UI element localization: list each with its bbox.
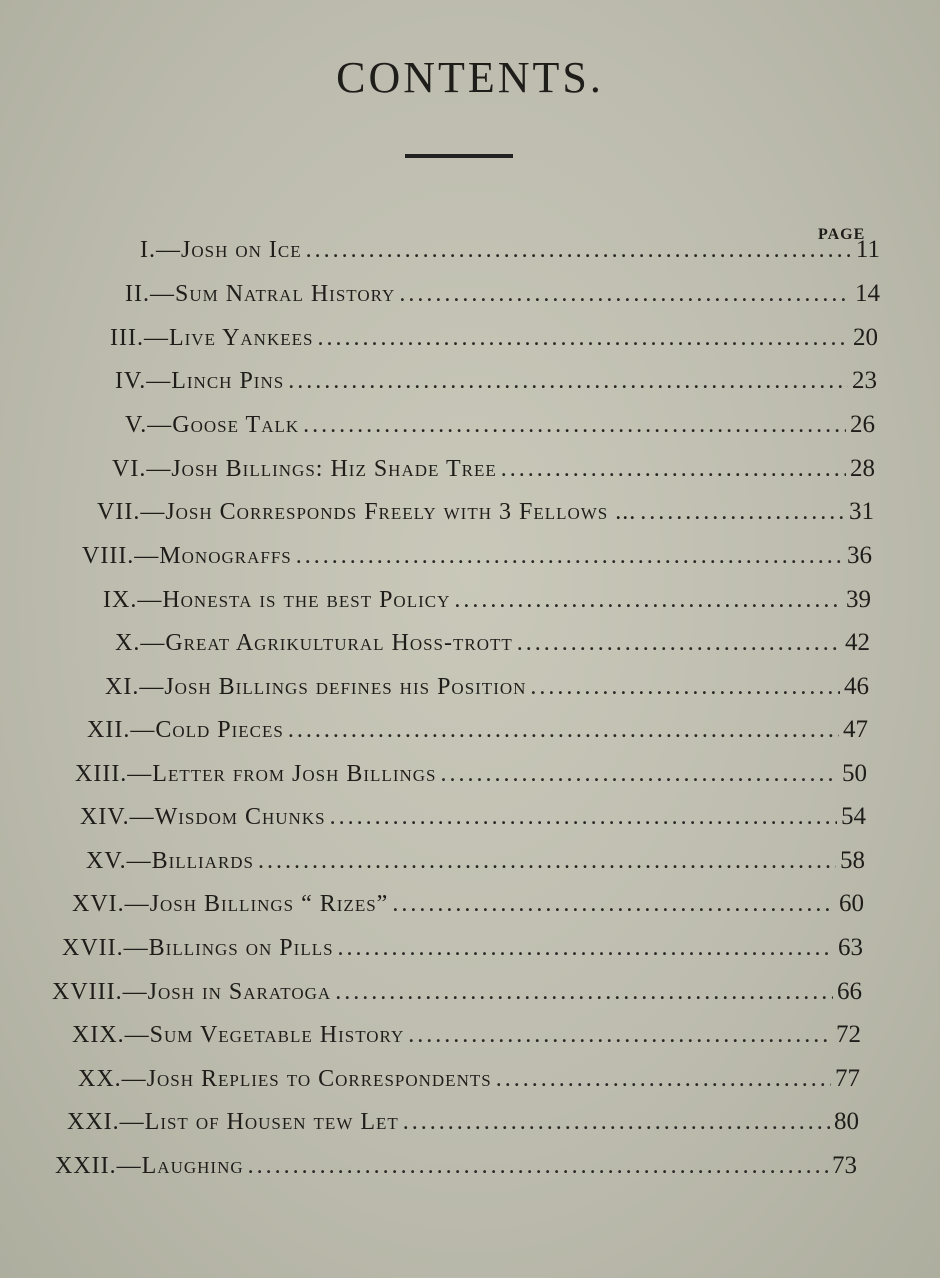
entry-page: 23 <box>852 367 877 394</box>
dot-leader <box>338 935 834 962</box>
entry-title: IV.—Linch Pins <box>115 368 285 394</box>
dot-leader <box>296 543 843 570</box>
contents-entry <box>72 1021 861 1051</box>
dot-leader <box>303 412 846 439</box>
dot-leader <box>317 325 849 352</box>
contents-entry <box>105 673 869 703</box>
entry-page: 58 <box>840 847 865 874</box>
entry-page: 66 <box>837 978 862 1005</box>
contents-entry <box>112 455 875 485</box>
entry-page: 31 <box>849 498 874 525</box>
entry-page: 72 <box>836 1021 861 1048</box>
entry-page: 73 <box>832 1152 857 1179</box>
dot-leader <box>288 717 839 744</box>
dot-leader <box>454 587 842 614</box>
dot-leader <box>399 281 851 308</box>
contents-entry <box>75 760 867 790</box>
entry-title: V.—Goose Talk <box>125 412 300 438</box>
contents-entry <box>78 1065 860 1095</box>
contents-entry <box>140 236 880 266</box>
contents-entry <box>55 1152 857 1182</box>
dot-leader <box>403 1109 830 1136</box>
entry-title: XVII.—Billings on Pills <box>62 935 334 961</box>
page-title: CONTENTS. <box>336 53 604 102</box>
entry-page: 11 <box>855 236 880 263</box>
entry-title: VII.—Josh Corresponds Freely with 3 Fellows ... <box>97 499 637 525</box>
entry-page: 63 <box>838 934 863 961</box>
dot-leader <box>330 804 837 831</box>
entry-page: 36 <box>847 542 872 569</box>
dot-leader <box>408 1022 832 1049</box>
entry-page: 47 <box>843 716 868 743</box>
dot-leader <box>392 891 835 918</box>
entry-page: 46 <box>844 673 869 700</box>
entry-page: 39 <box>846 586 871 613</box>
entry-title: III.—Live Yankees <box>110 325 314 351</box>
page-column-label: PAGE <box>818 226 866 243</box>
entry-title: I.—Josh on Ice <box>140 237 302 263</box>
entry-page: 77 <box>835 1065 860 1092</box>
contents-entry <box>82 542 872 572</box>
entry-title: XVIII.—Josh in Saratoga <box>52 979 332 1005</box>
contents-entry <box>80 803 866 833</box>
dot-leader <box>258 848 836 875</box>
entry-page: 20 <box>853 324 878 351</box>
entry-page: 54 <box>841 803 866 830</box>
entry-title: XV.—Billiards <box>86 848 255 874</box>
entry-page: 60 <box>839 890 864 917</box>
contents-entry <box>67 1108 859 1138</box>
entry-page: 26 <box>850 411 875 438</box>
dot-leader <box>517 630 841 657</box>
entry-page: 42 <box>845 629 870 656</box>
contents-entry <box>86 847 865 877</box>
entry-page: 14 <box>855 280 880 307</box>
contents-entry <box>62 934 863 964</box>
contents-entry <box>125 411 875 441</box>
entry-title: VIII.—Monograffs <box>82 543 292 569</box>
dot-leader <box>530 674 840 701</box>
contents-entry <box>125 280 880 310</box>
entry-page: 80 <box>834 1108 859 1135</box>
entry-page: 28 <box>850 455 875 482</box>
entry-title: VI.—Josh Billings: Hiz Shade Tree <box>112 456 497 482</box>
entry-title: XX.—Josh Replies to Correspondents <box>78 1066 492 1092</box>
entry-title: XIV.—Wisdom Chunks <box>80 804 326 830</box>
entry-title: XI.—Josh Billings defines his Position <box>105 674 527 700</box>
dot-leader <box>248 1153 828 1180</box>
contents-entry <box>103 586 871 616</box>
entry-title: XIX.—Sum Vegetable History <box>72 1022 405 1048</box>
entry-title: XXI.—List of Housen tew Let <box>67 1109 399 1135</box>
contents-entry <box>97 498 874 528</box>
entry-title: XXII.—Laughing <box>55 1153 244 1179</box>
entry-title: XII.—Cold Pieces <box>87 717 284 743</box>
dot-leader <box>501 456 846 483</box>
dot-leader <box>496 1066 831 1093</box>
entry-title: XIII.—Letter from Josh Billings <box>75 761 437 787</box>
contents-entry <box>115 629 870 659</box>
contents-entry <box>52 978 862 1008</box>
entry-title: II.—Sum Natral History <box>125 281 396 307</box>
dot-leader <box>640 499 845 526</box>
contents-entry <box>72 890 864 920</box>
entry-page: 50 <box>842 760 867 787</box>
contents-entry <box>87 716 868 746</box>
dot-leader <box>335 979 833 1006</box>
dot-leader <box>306 237 852 264</box>
contents-entry <box>110 324 878 354</box>
entry-title: XVI.—Josh Billings “ Rizes” <box>72 891 389 917</box>
contents-entry <box>115 367 877 397</box>
dot-leader <box>441 761 839 788</box>
entry-title: IX.—Honesta is the best Policy <box>103 587 451 613</box>
dot-leader <box>288 368 848 395</box>
entry-title: X.—Great Agrikultural Hoss-trott <box>115 630 513 656</box>
